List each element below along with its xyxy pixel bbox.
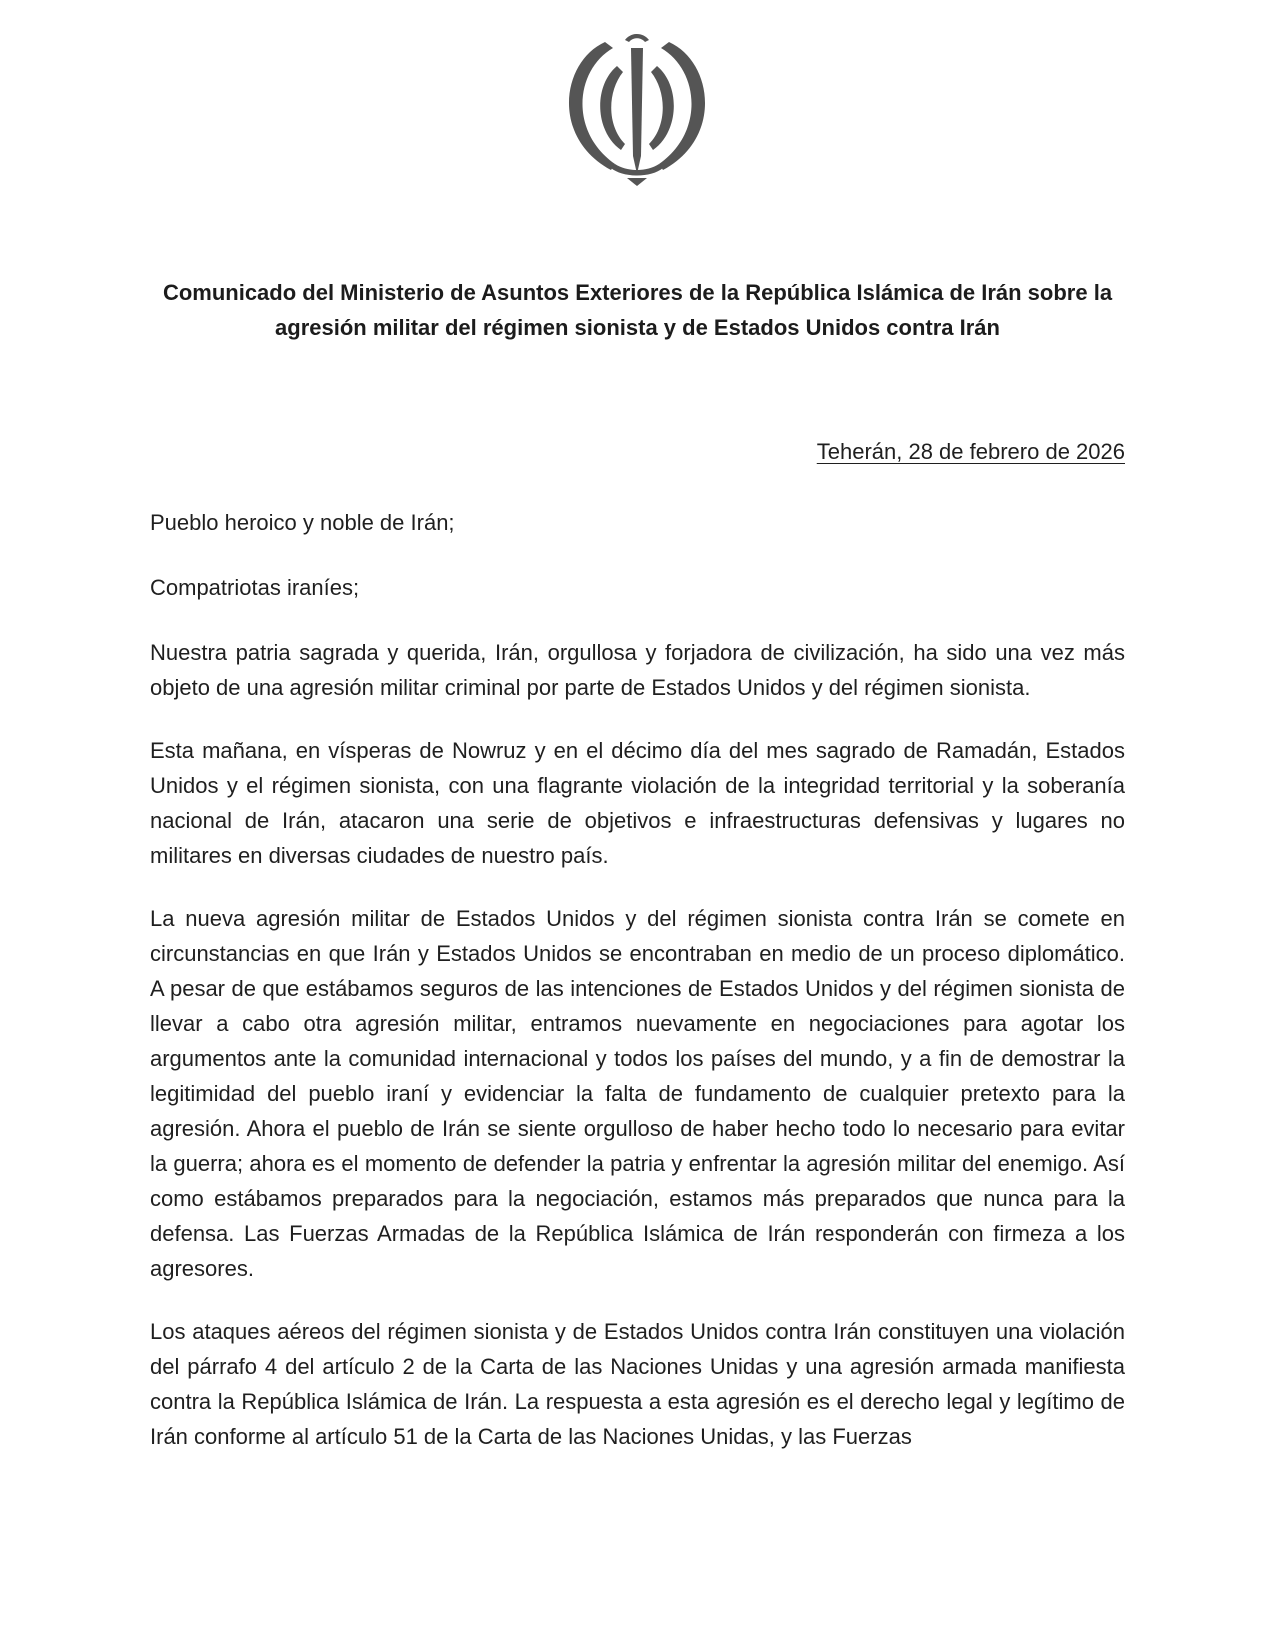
document-body	[150, 505, 1125, 1482]
title-line-1: Comunicado del Ministerio de Asuntos Exteriores de la República Islámica de Irán sobre la	[162, 280, 1113, 305]
emblem-of-iran-icon	[555, 28, 719, 186]
document-date: Teherán, 28 de febrero de 2026	[816, 439, 1125, 464]
paragraph-2: Esta mañana, en vísperas de Nowruz y en el décimo día del mes sagrado de Ramadán, Estados Unidos y el régimen sionista, con una flagrante violación de la integridad territorial y la soberanía nacional de Irán, atacaron una serie de objetivos e infraestructuras defensivas y lugares no militares en diversas ciudades de nuestro país.	[150, 738, 1125, 868]
paragraph-3: La nueva agresión militar de Estados Unidos y del régimen sionista contra Irán se comete en circunstancias en que Irán y Estados Unidos se encontraban en medio de un proceso diplomático. A pesar de que estábamos seguros de las intenciones de Estados Unidos y del régimen sionista de llevar a cabo otra agresión militar, entramos nuevamente en negociaciones para agotar los argumentos ante la comunidad internacional y todos los países del mundo, y a fin de demostrar la legitimidad del pueblo iraní y evidenciar la falta de fundamento de cualquier pretexto para la agresión. Ahora el pueblo de Irán se siente orgulloso de haber hecho todo lo necesario para evitar la guerra; ahora es el momento de defender la patria y enfrentar la agresión militar del enemigo. Así como estábamos preparados para la negociación, estamos más preparados que nunca para la defensa. Las Fuerzas Armadas de la República Islámica de Irán responderán con firmeza a los agresores.	[150, 906, 1125, 1281]
paragraph-4: Los ataques aéreos del régimen sionista y de Estados Unidos contra Irán constituyen una violación del párrafo 4 del artículo 2 de la Carta de las Naciones Unidas y una agresión armada manifiesta contra la República Islámica de Irán. La respuesta a esta agresión es el derecho legal y legítimo de Irán conforme al artículo 51 de la Carta de las Naciones Unidas, y las Fuerzas	[150, 1319, 1125, 1449]
salutation-1: Pueblo heroico y noble de Irán;	[150, 510, 455, 535]
salutation-2: Compatriotas iraníes;	[150, 575, 360, 600]
date-line	[150, 437, 1125, 467]
title-line-2: agresión militar del régimen sionista y de Estados Unidos contra Irán	[275, 315, 1000, 340]
document-title	[100, 275, 1175, 345]
paragraph-1: Nuestra patria sagrada y querida, Irán, orgullosa y forjadora de civilización, ha sido una vez más objeto de una agresión militar criminal por parte de Estados Unidos y del régimen sionista.	[150, 640, 1125, 700]
